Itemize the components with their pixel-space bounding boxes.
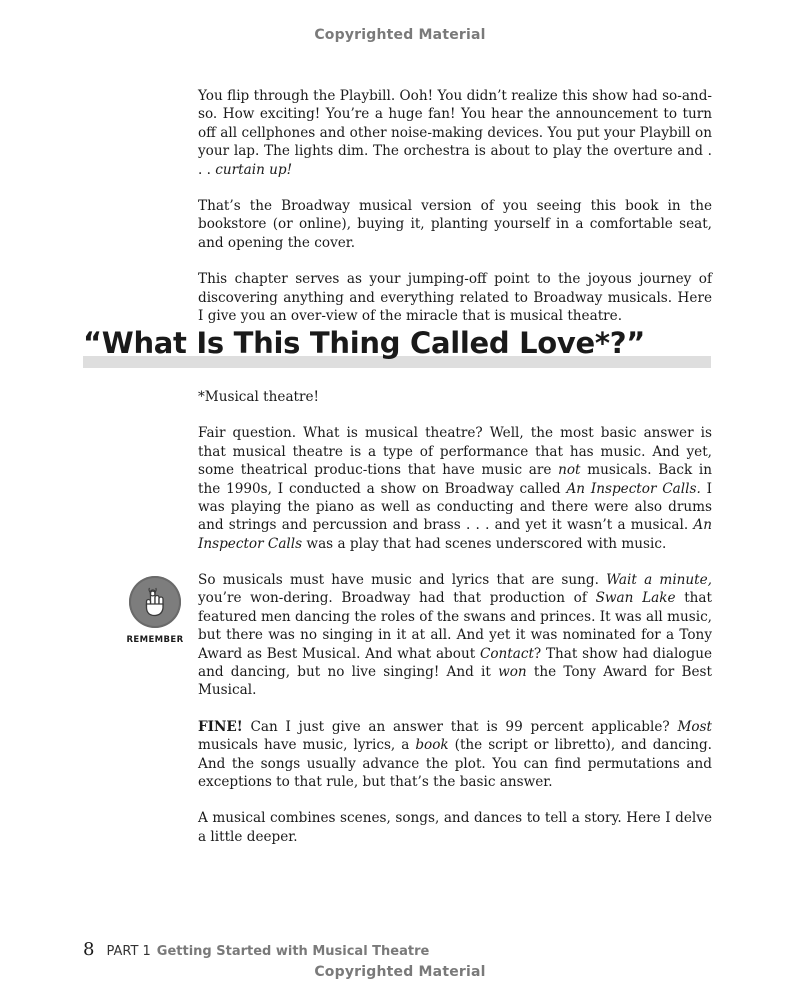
section-paragraph-2 — [198, 571, 712, 700]
section-text-top — [198, 388, 712, 553]
show-title: An Inspector Calls — [198, 517, 712, 552]
finger-string-icon — [138, 585, 172, 619]
part-title: Getting Started with Musical Theatre — [156, 944, 430, 959]
section-paragraph-4: A musical combines scenes, songs, and dances to tell a story. Here I delve a little deeper. — [198, 810, 712, 845]
text-run: was a play that had scenes underscored with music. — [302, 535, 667, 552]
remember-badge — [129, 576, 181, 628]
bold-text: FINE! — [198, 718, 243, 735]
emphasis-text: book — [415, 737, 449, 754]
emphasis-text: curtain up! — [215, 161, 293, 178]
intro-paragraph-2: That’s the Broadway musical version of you seeing this book in the bookstore (or online), buying it, planting yourself in a comfortable seat, and opening the cover. — [198, 198, 712, 251]
text-run: ? That show had dialogue and dancing, but no live singing! And it — [198, 645, 712, 681]
page-footer — [83, 939, 429, 960]
section-text-bottom — [198, 571, 712, 846]
remember-callout — [126, 576, 184, 645]
show-title: Swan Lake — [595, 590, 676, 607]
page-number: 8 — [83, 939, 95, 960]
remember-label: REMEMBER — [126, 635, 184, 645]
text-run: you’re won-dering. Broadway had that production of — [198, 590, 596, 607]
text-run: musicals. Back in the 1990s, I conducted a show on Broadway called — [198, 462, 712, 497]
text-run: musicals have music, lyrics, a — [198, 737, 416, 754]
show-title: Contact — [479, 645, 534, 662]
text-run: Can I just give an answer that is 99 percent applicable? — [242, 718, 678, 735]
copyright-watermark-top: Copyrighted Material — [314, 27, 486, 43]
footnote-text: *Musical theatre! — [198, 389, 320, 405]
text-run: You flip through the Playbill. Ooh! You didn’t realize this show had so-and-so. How exciting! You’re a huge fan! You hear the announcement to turn off all cellphones and other noise-making devices. You put your Playbill on your lap. The lights dim. The orchestra is about to play the overture and . . . — [198, 88, 712, 178]
text-run: Fair question. What is musical theatre? Well, the most basic answer is that musical theatre is a type of performance that has music. And yet, some theatrical produc-tions that have music are — [198, 425, 712, 479]
part-label: PART 1 — [106, 944, 151, 959]
emphasis-text: not — [558, 462, 581, 479]
emphasis-text: won — [498, 664, 527, 681]
intro-paragraph-1 — [198, 87, 712, 179]
text-run: I was playing the piano as well as conducting and there were also drums and strings and percussion and brass . . . and yet it wasn’t a musical. — [198, 480, 712, 534]
text-run: that featured men dancing the roles of the swans and princes. It was all music, but there was no singing in it at all. And yet it was nominated for a Tony Award as Best Musical. And what about — [198, 590, 713, 662]
emphasis-text: Most — [677, 718, 712, 735]
text-run: So musicals must have music and lyrics that are sung. — [198, 572, 607, 588]
text-run: (the script or libretto), and dancing. And the songs usually advance the plot. You can find permutations and exceptions to that rule, but that’s the basic answer. — [198, 737, 712, 791]
intro-paragraph-3: This chapter serves as your jumping-off point to the joyous journey of discovering anything and everything related to Broadway musicals. Here I give you an over-view of the miracle that is musical theatre. — [198, 271, 712, 325]
text-run: the Tony Award for Best Musical. — [198, 664, 712, 699]
show-title: An Inspector Calls. — [566, 480, 701, 497]
section-paragraph-3 — [198, 718, 712, 792]
section-heading: “What Is This Thing Called Love*?” — [83, 326, 646, 360]
copyright-watermark-bottom: Copyrighted Material — [314, 964, 486, 980]
section-paragraph-1 — [198, 424, 712, 553]
emphasis-text: Wait a minute, — [606, 572, 713, 588]
intro-text — [198, 87, 712, 325]
